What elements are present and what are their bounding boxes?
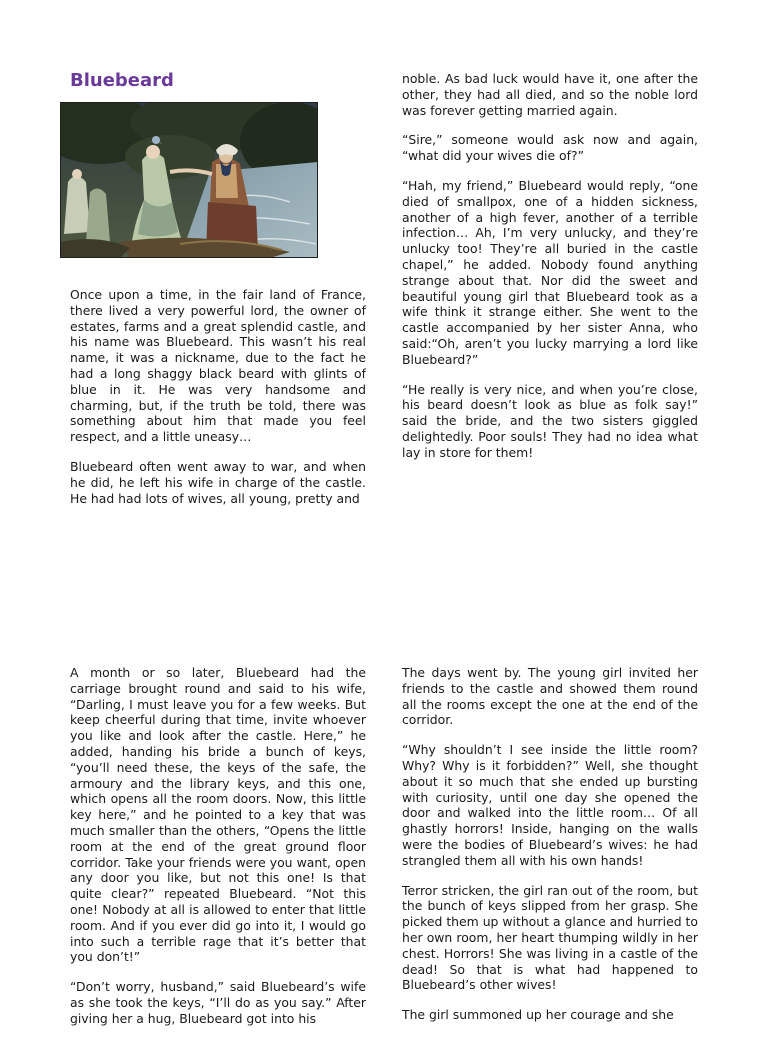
paragraph: Bluebeard often went away to war, and when he did, he left his wife in charge of the castle. He had had lots of wives, all young, pretty and [70,458,366,506]
paragraph: noble. As bad luck would have it, one after the other, they had all died, and so the noble lord was forever getting married again. [402,71,698,118]
paragraph: “Hah, my friend,” Bluebeard would reply, “one died of smallpox, one of a hidden sickness, another of a high fever, another of a terrible infection… Ah, I’m very unlucky, and they’re unlucky too! They’re all buried in the castle chapel,” he added. Nobody found anything strange about that. Nor did the sweet and beautiful young girl that Bluebeard took as a wife think it strange either. She went to the castle accompanied by her sister Anna, who said:“Oh, aren’t you lucky marrying a lord like Bluebeard?” [402,177,698,367]
paragraph: Once upon a time, in the fair land of France, there lived a very powerful lord, the owner of estates, farms and a great splendid castle, and his name was Bluebeard. This wasn’t his real name, it was a nickname, due to the fact he had a long shaggy black beard with glints of blue in it. He was very handsome and charming, but, if the truth be told, there was something about him that made you feel respect, and a little uneasy… [70,287,366,445]
paragraph: “Don’t worry, husband,” said Bluebeard’s wife as she took the keys, “I’ll do as you say.” After giving her a hug, Bluebeard got into his [70,979,366,1026]
story-title: Bluebeard [70,70,174,91]
paragraph: A month or so later, Bluebeard had the carriage brought round and said to his wife, “Darling, I must leave you for a few weeks. But keep cheerful during that time, invite whoever you like and look after the castle. Here,” he added, handing his bride a bunch of keys, “you’ll need these, the keys of the safe, the armoury and the library keys, and this one, which opens all the room doors. Now, this little key here,” and he pointed to a key that was much smaller than the others, “Opens the little room at the end of the great ground floor corridor. Take your friends were you want, open any door you like, but not this one! Is that quite clear?” repeated Bluebeard. “Not this one! Nobody at all is allowed to enter that little room. And if you ever did go into it, I would go into such a terrible rage that it’s better that you don’t!” [70,665,366,965]
text-column-1 [70,287,366,520]
story-illustration [60,102,318,258]
text-column-3 [70,665,366,1041]
text-column-4 [402,665,698,1037]
text-column-2 [402,71,698,475]
paragraph: Terror stricken, the girl ran out of the room, but the bunch of keys slipped from her grasp. She picked them up without a glance and hurried to her own room, her heart thumping wildly in her chest. Horrors! She was living in a castle of the dead! So that is what had happened to Bluebeard’s other wives! [402,882,698,993]
paragraph: “Sire,” someone would ask now and again, “what did your wives die of?” [402,132,698,164]
paragraph: The girl summoned up her courage and she [402,1007,674,1023]
paragraph: The days went by. The young girl invited her friends to the castle and showed them round all the rooms except the one at the end of the corridor. [402,665,698,728]
paragraph: “Why shouldn’t I see inside the little room? Why? Why is it forbidden?” Well, she thought about it so much that she ended up bursting with curiosity, until one day she opened the door and walked into the little room… Of all ghastly horrors! Inside, hanging on the walls were the bodies of Bluebeard’s wives: he had strangled them all with his own hands! [402,742,698,868]
paragraph: “He really is very nice, and when you’re close, his beard doesn’t look as blue as folk say!” said the bride, and the two sisters giggled delightedly. Poor souls! They had no idea what lay in store for them! [402,381,698,460]
